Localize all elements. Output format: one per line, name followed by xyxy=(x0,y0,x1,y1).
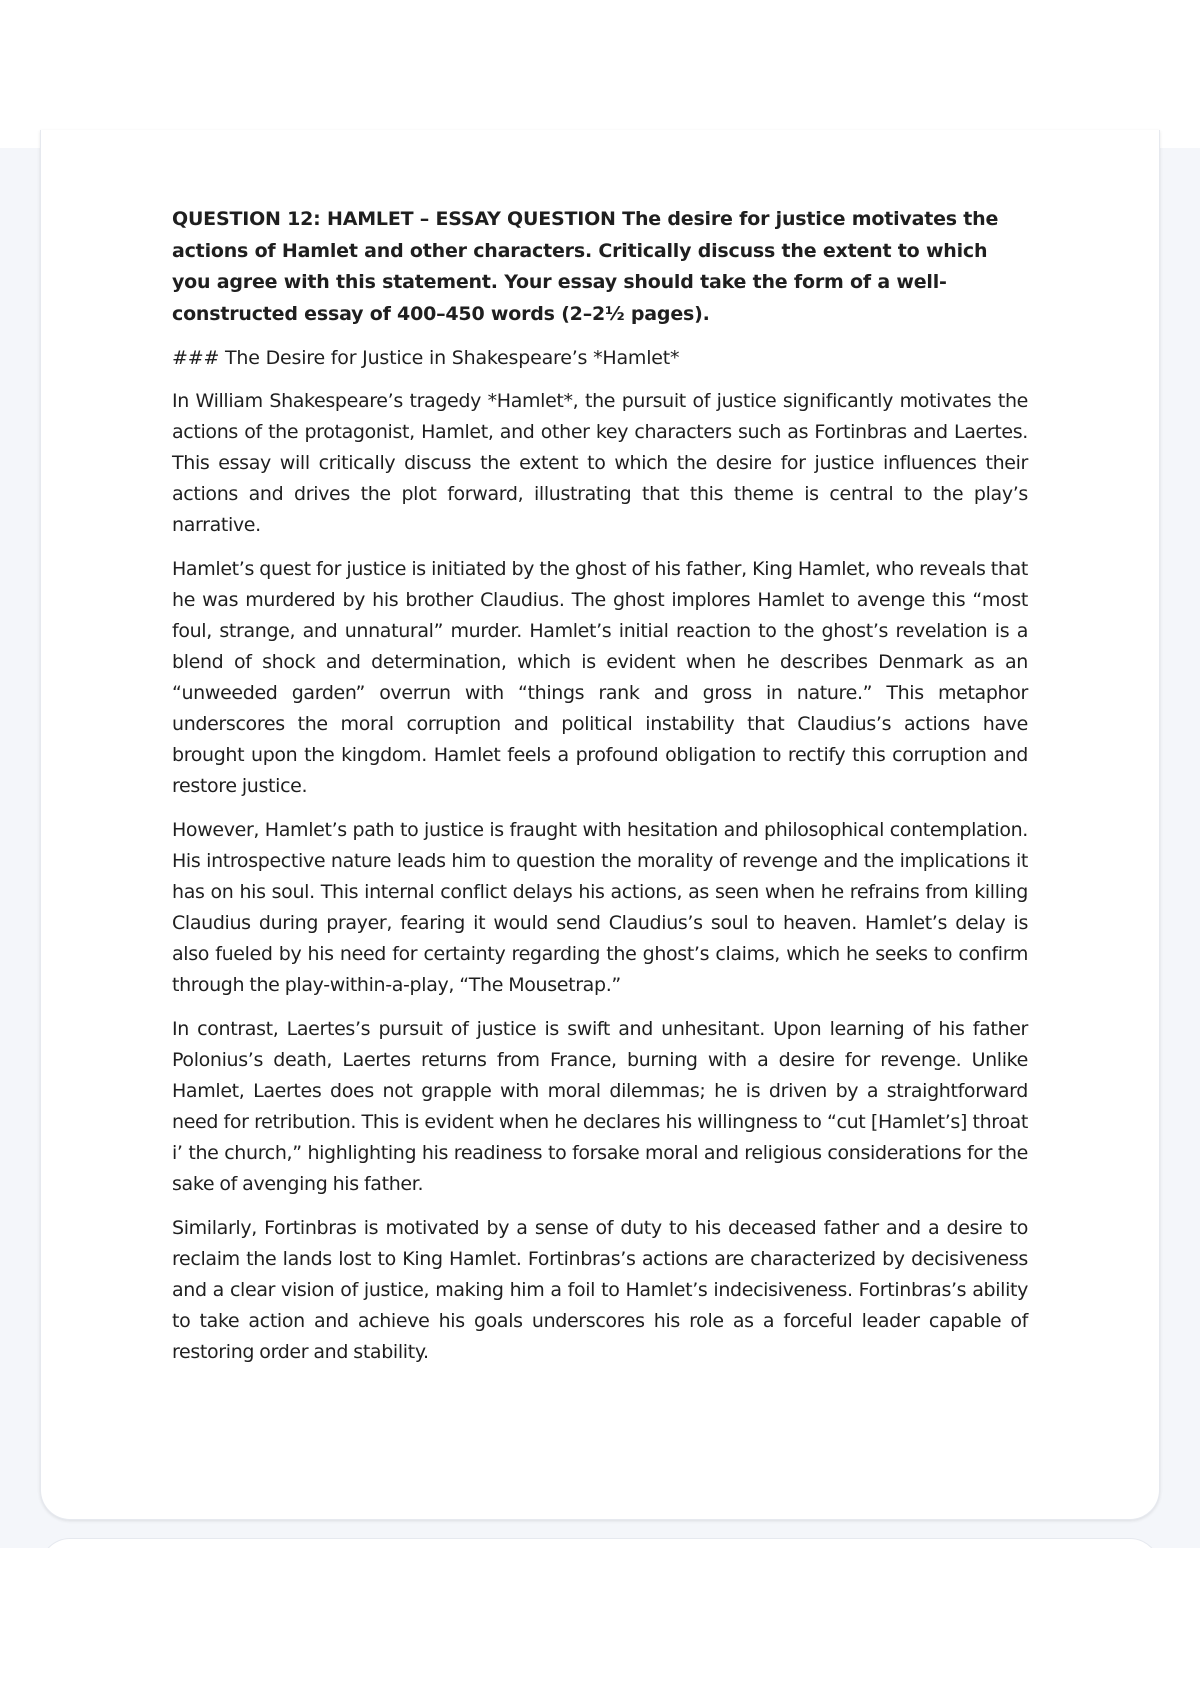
essay-question: QUESTION 12: HAMLET – ESSAY QUESTION The desire for justice motivates the actions of Hamlet and other characters. Critically discuss the extent to which you agree with this statement. Your essay should take the form of a well-constructed essay of 400–450 words (2–2½ pages). xyxy=(172,208,999,325)
document-content xyxy=(172,204,1028,1381)
essay-paragraph-1: In William Shakespeare’s tragedy *Hamlet*, the pursuit of justice significantly motivates the actions of the protagonist, Hamlet, and other key characters such as Fortinbras and Laertes. This essay will critically discuss the extent to which the desire for justice influences their actions and drives the plot forward, illustrating that this theme is central to the play’s narrative. xyxy=(172,390,1028,536)
essay-paragraph-5: Similarly, Fortinbras is motivated by a sense of duty to his deceased father and a desire to reclaim the lands lost to King Hamlet. Fortinbras’s actions are characterized by decisiveness and a clear vision of justice, making him a foil to Hamlet’s indecisiveness. Fortinbras’s ability to take action and achieve his goals underscores his role as a forceful leader capable of restoring order and stability. xyxy=(172,1217,1028,1363)
essay-paragraph-4: In contrast, Laertes’s pursuit of justice is swift and unhesitant. Upon learning of his father Polonius’s death, Laertes returns from France, burning with a desire for revenge. Unlike Hamlet, Laertes does not grapple with moral dilemmas; he is driven by a straightforward need for retribution. This is evident when he declares his willingness to “cut [Hamlet’s] throat i’ the church,” highlighting his readiness to forsake moral and religious considerations for the sake of avenging his father. xyxy=(172,1018,1028,1195)
essay-paragraph-2: Hamlet’s quest for justice is initiated by the ghost of his father, King Hamlet, who reveals that he was murdered by his brother Claudius. The ghost implores Hamlet to avenge this “most foul, strange, and unnatural” murder. Hamlet’s initial reaction to the ghost’s revelation is a blend of shock and determination, which is evident when he describes Denmark as an “unweeded garden” overrun with “things rank and gross in nature.” This metaphor underscores the moral corruption and political instability that Claudius’s actions have brought upon the kingdom. Hamlet feels a profound obligation to rectify this corruption and restore justice. xyxy=(172,558,1028,797)
essay-heading: ### The Desire for Justice in Shakespeare’s *Hamlet* xyxy=(172,347,680,369)
bottom-margin xyxy=(0,1548,1200,1697)
essay-paragraph-3: However, Hamlet’s path to justice is fraught with hesitation and philosophical contemplation. His introspective nature leads him to question the morality of revenge and the implications it has on his soul. This internal conflict delays his actions, as seen when he refrains from killing Claudius during prayer, fearing it would send Claudius’s soul to heaven. Hamlet’s delay is also fueled by his need for certainty regarding the ghost’s claims, which he seeks to confirm through the play-within-a-play, “The Mousetrap.” xyxy=(172,819,1028,996)
